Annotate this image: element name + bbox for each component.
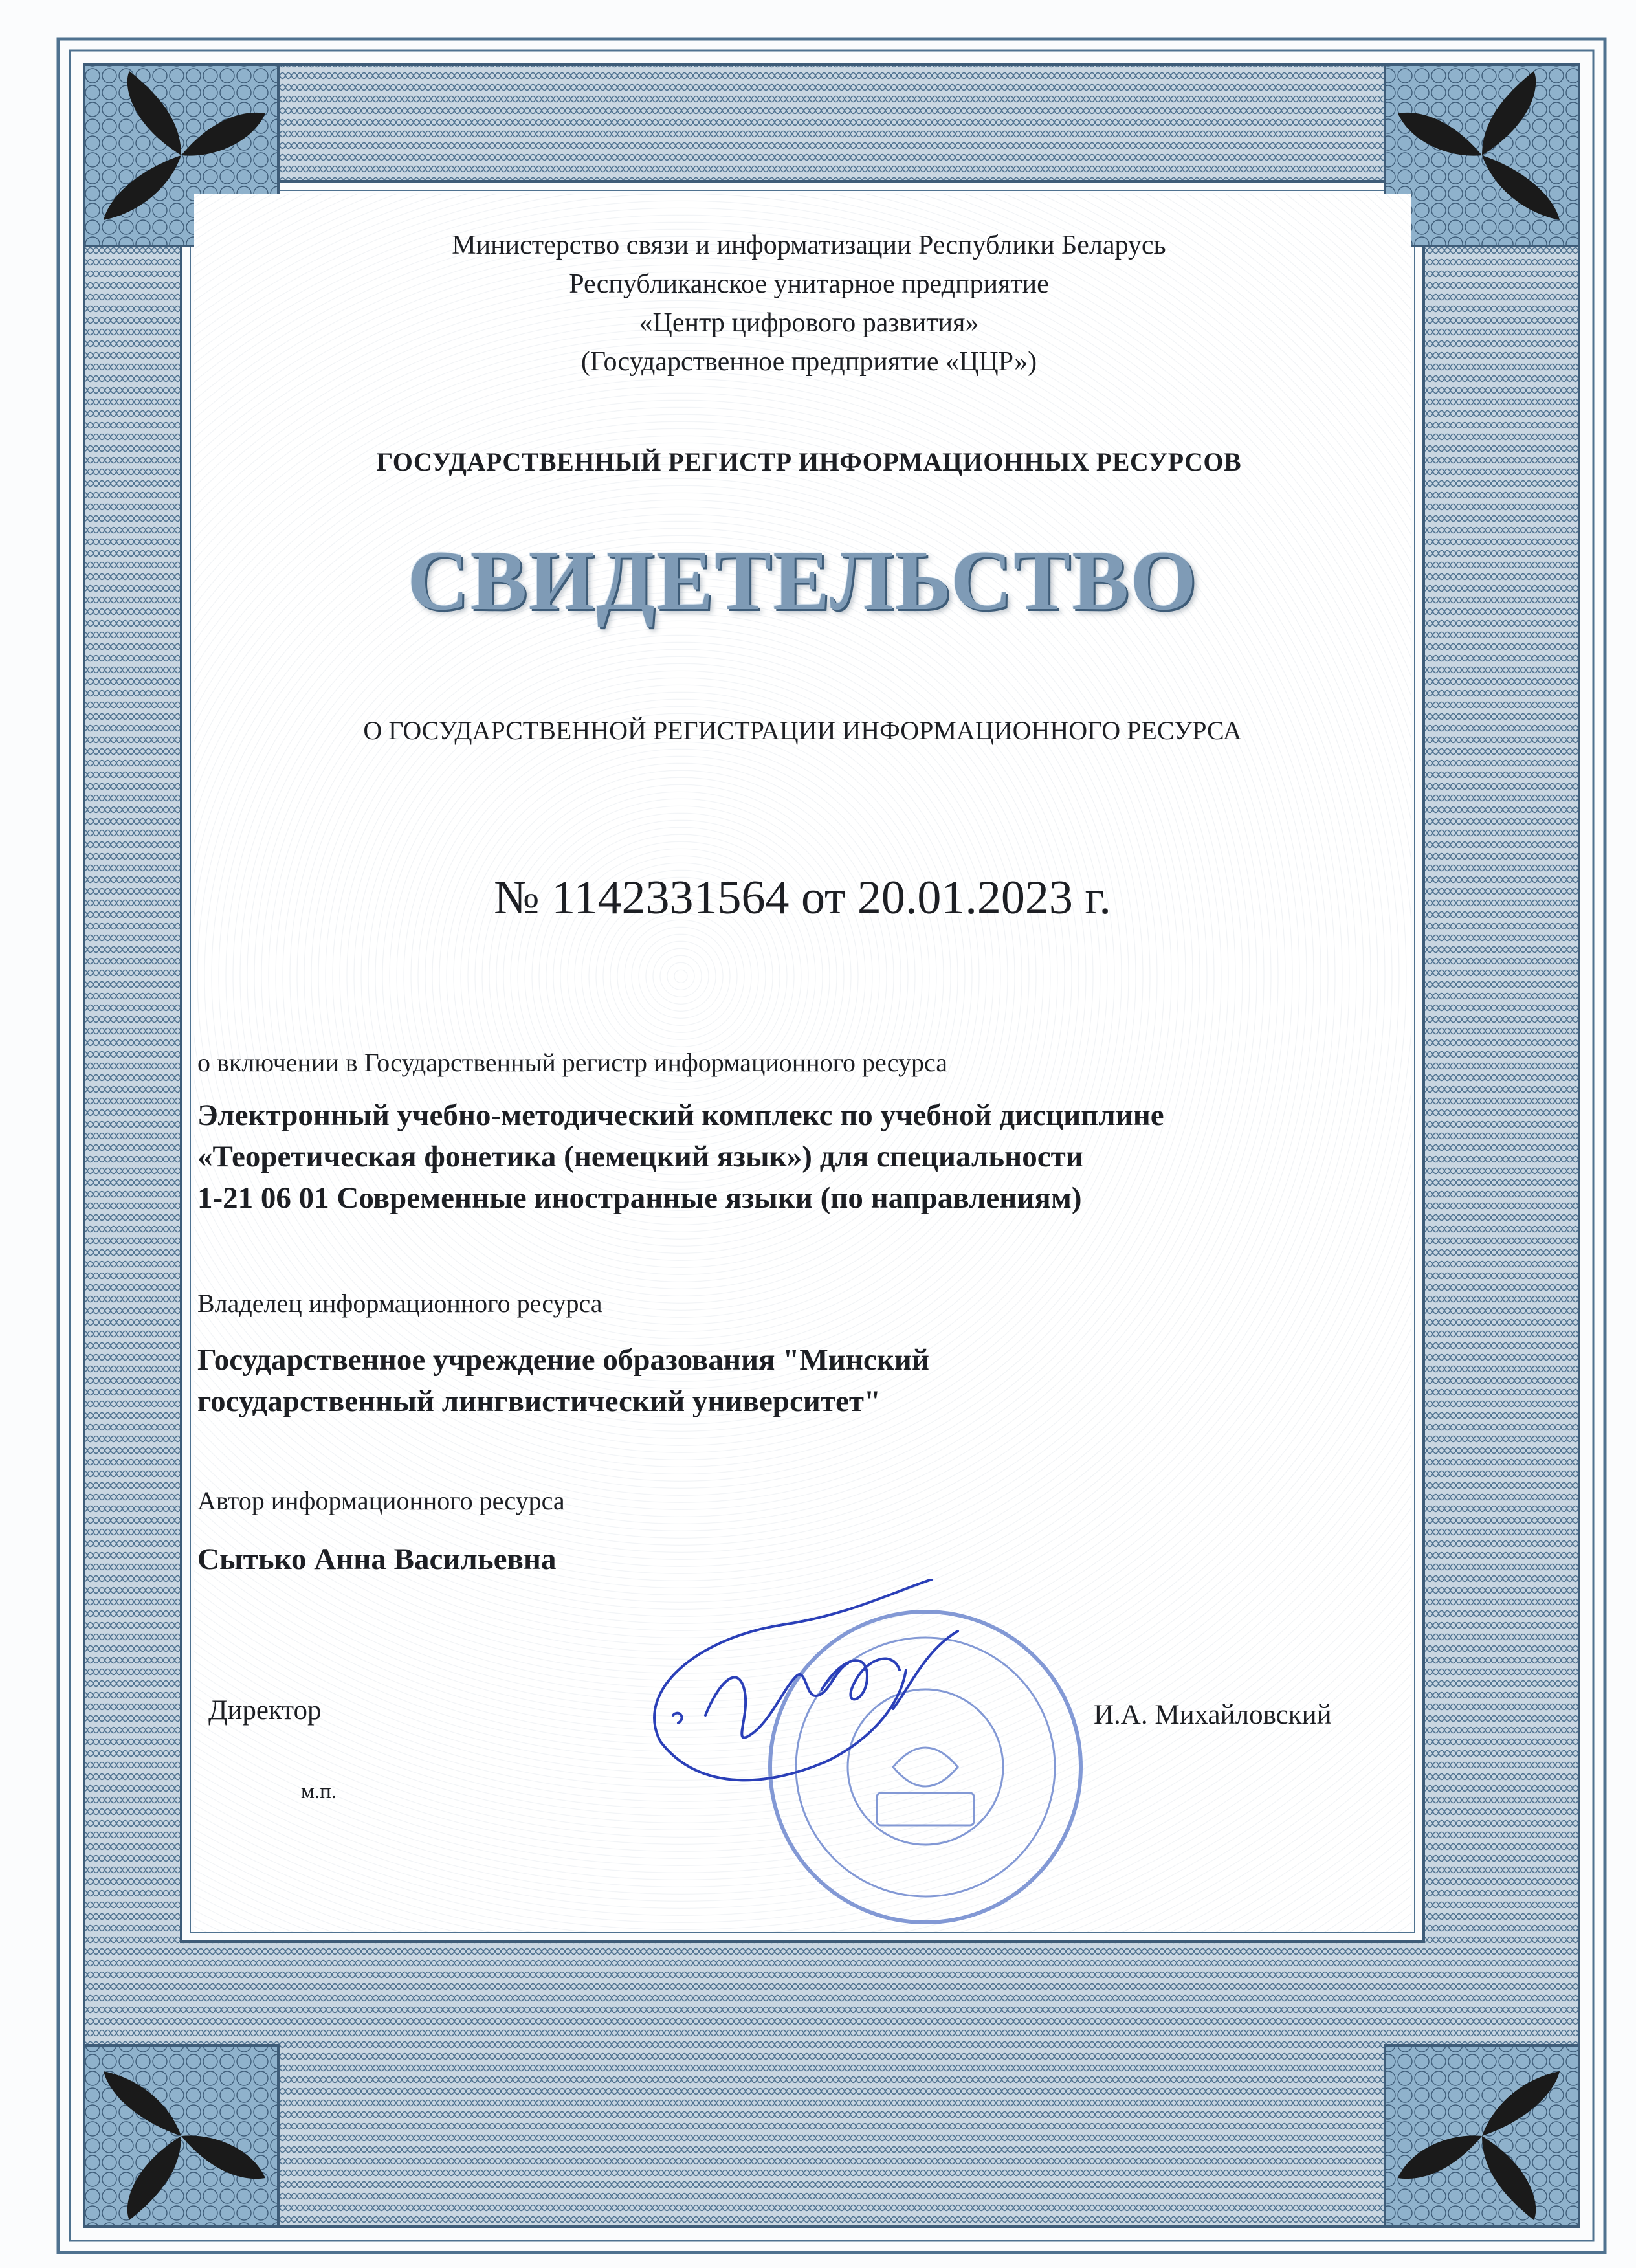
owner-label: Владелец информационного ресурса (197, 1289, 602, 1318)
signatory-name: И.А. Михайловский (1094, 1700, 1332, 1730)
official-stamp-and-signature (621, 1579, 1113, 1942)
round-stamp (770, 1612, 1081, 1922)
registry-name: ГОСУДАРСТВЕННЫЙ РЕГИСТР ИНФОРМАЦИОННЫХ РЕСУРСОВ (376, 447, 1242, 476)
resource-title-line-3: 1-21 06 01 Современные иностранные языки (по направлениям) (197, 1181, 1082, 1215)
document-subtitle: О ГОСУДАРСТВЕННОЙ РЕГИСТРАЦИИ ИНФОРМАЦИОННОГО РЕСУРСА (363, 716, 1242, 745)
owner-line-2: государственный лингвистический университет" (197, 1384, 881, 1418)
signatory-position: Директор (208, 1695, 322, 1726)
issuer-line-4: (Государственное предприятие «ЦЦР») (580, 347, 1037, 377)
corner-ornament-bottom-right (1385, 2045, 1579, 2227)
issuer-line-3: «Центр цифрового развития» (639, 308, 979, 338)
corner-ornament-bottom-left (84, 2045, 278, 2227)
author-label: Автор информационного ресурса (197, 1486, 565, 1515)
seal-place-label: м.п. (301, 1780, 337, 1803)
resource-title-line-2: «Теоретическая фонетика (немецкий язык») для специальности (197, 1140, 1083, 1173)
certificate-number: № 1142331564 от 20.01.2023 г. (494, 871, 1111, 924)
corner-ornament-top-right (1385, 65, 1579, 246)
resource-title-line-1: Электронный учебно-методический комплекс по учебной дисциплине (197, 1098, 1164, 1132)
issuer-line-2: Республиканское унитарное предприятие (569, 269, 1049, 299)
inclusion-label: о включении в Государственный регистр информационного ресурса (197, 1048, 947, 1077)
owner-line-1: Государственное учреждение образования "Минский (197, 1343, 929, 1377)
issuer-line-1: Министерство связи и информатизации Республики Беларусь (452, 230, 1166, 260)
author-name: Сытько Анна Васильевна (197, 1542, 557, 1576)
document-title: СВИДЕТЕЛЬСТВО (407, 533, 1198, 628)
